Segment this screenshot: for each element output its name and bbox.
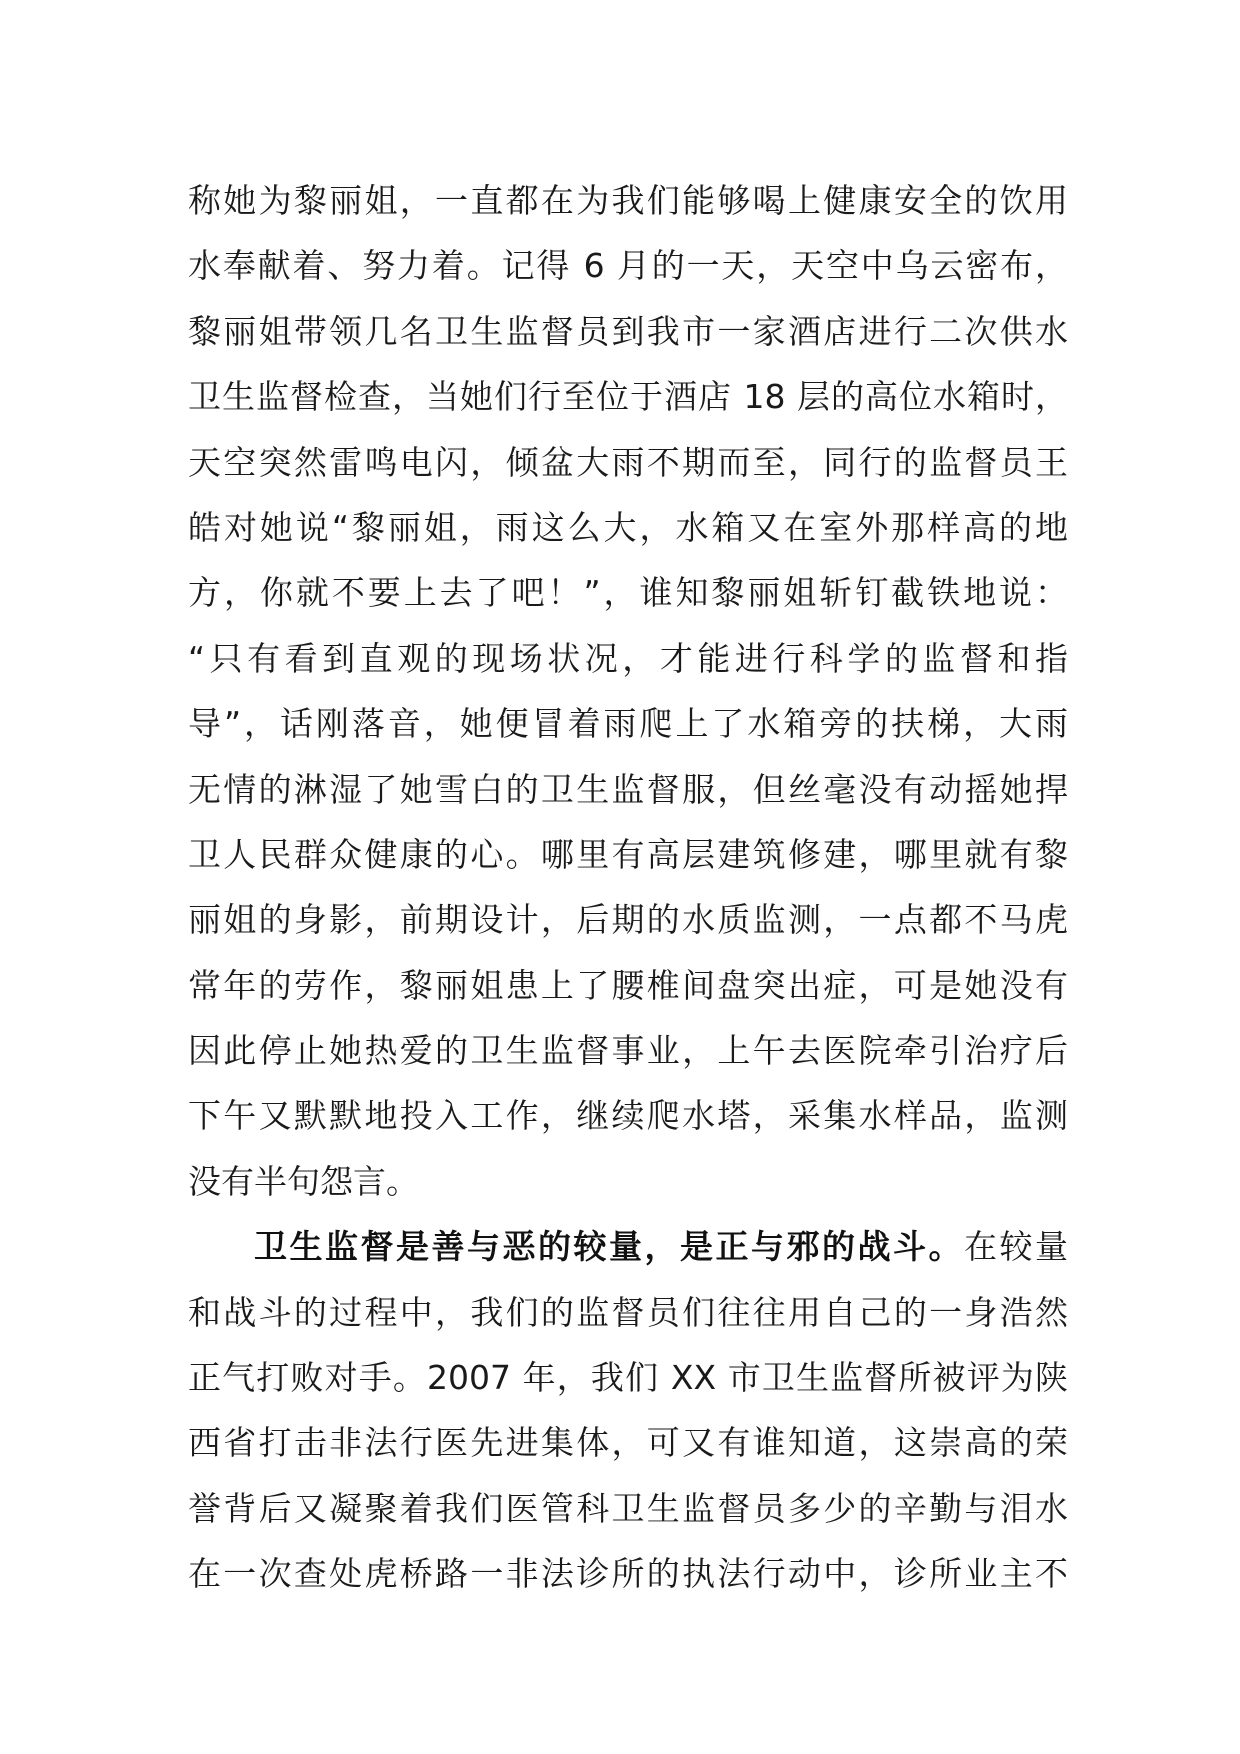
paragraph-2 [188, 1214, 1068, 1606]
text-line: 称她为黎丽姐，一直都在为我们能够喝上健康安全的饮用 [188, 181, 1068, 220]
text-line: 誉背后又凝聚着我们医管科卫生监督员多少的辛勤与泪水 [188, 1488, 1068, 1528]
text-line: 导”，话刚落音，她便冒着雨爬上了水箱旁的扶梯，大雨 [188, 704, 1068, 744]
text-line: 丽姐的身影，前期设计，后期的水质监测，一点都不马虎 [188, 900, 1068, 940]
text-line: 黎丽姐带领几名卫生监督员到我市一家酒店进行二次供水 [188, 311, 1068, 351]
body-text [188, 168, 1068, 1607]
paragraph-1 [188, 168, 1068, 1214]
text-line: 下午又默默地投入工作，继续爬水塔，采集水样品，监测 [188, 1096, 1068, 1136]
text-line: “只有看到直观的现场状况，才能进行科学的监督和指 [188, 638, 1068, 678]
bold-lead-sentence: 卫生监督是善与恶的较量，是正与邪的战斗。 [254, 1227, 964, 1267]
text-line: 水奉献着、努力着。记得 6 月的一天，天空中乌云密布， [188, 246, 1068, 286]
text-line: 西省打击非法行医先进集体，可又有谁知道，这崇高的荣 [188, 1423, 1068, 1463]
text-line: 卫生监督检查，当她们行至位于酒店 18 层的高位水箱时， [188, 377, 1068, 417]
lead-continuation: 在较量 [964, 1227, 1068, 1267]
text-line-last: 没有半句怨言。 [188, 1161, 419, 1201]
text-line: 在一次查处虎桥路一非法诊所的执法行动中，诊所业主不 [188, 1554, 1068, 1594]
text-line: 和战斗的过程中，我们的监督员们往往用自己的一身浩然 [188, 1292, 1068, 1332]
text-line: 常年的劳作，黎丽姐患上了腰椎间盘突出症，可是她没有 [188, 965, 1068, 1005]
paragraph-2-first-line [188, 1214, 1068, 1279]
text-line: 皓对她说“黎丽姐，雨这么大，水箱又在室外那样高的地 [188, 507, 1068, 547]
text-line: 因此停止她热爱的卫生监督事业，上午去医院牵引治疗后 [188, 1031, 1068, 1071]
text-line: 正气打败对手。2007 年，我们 XX 市卫生监督所被评为陕 [188, 1358, 1068, 1398]
text-line: 卫人民群众健康的心。哪里有高层建筑修建，哪里就有黎 [188, 834, 1068, 874]
text-line: 方，你就不要上去了吧！”，谁知黎丽姐斩钉截铁地说： [188, 573, 1068, 613]
text-line: 无情的淋湿了她雪白的卫生监督服，但丝毫没有动摇她捍 [188, 769, 1068, 809]
text-line: 天空突然雷鸣电闪，倾盆大雨不期而至，同行的监督员王 [188, 442, 1068, 482]
